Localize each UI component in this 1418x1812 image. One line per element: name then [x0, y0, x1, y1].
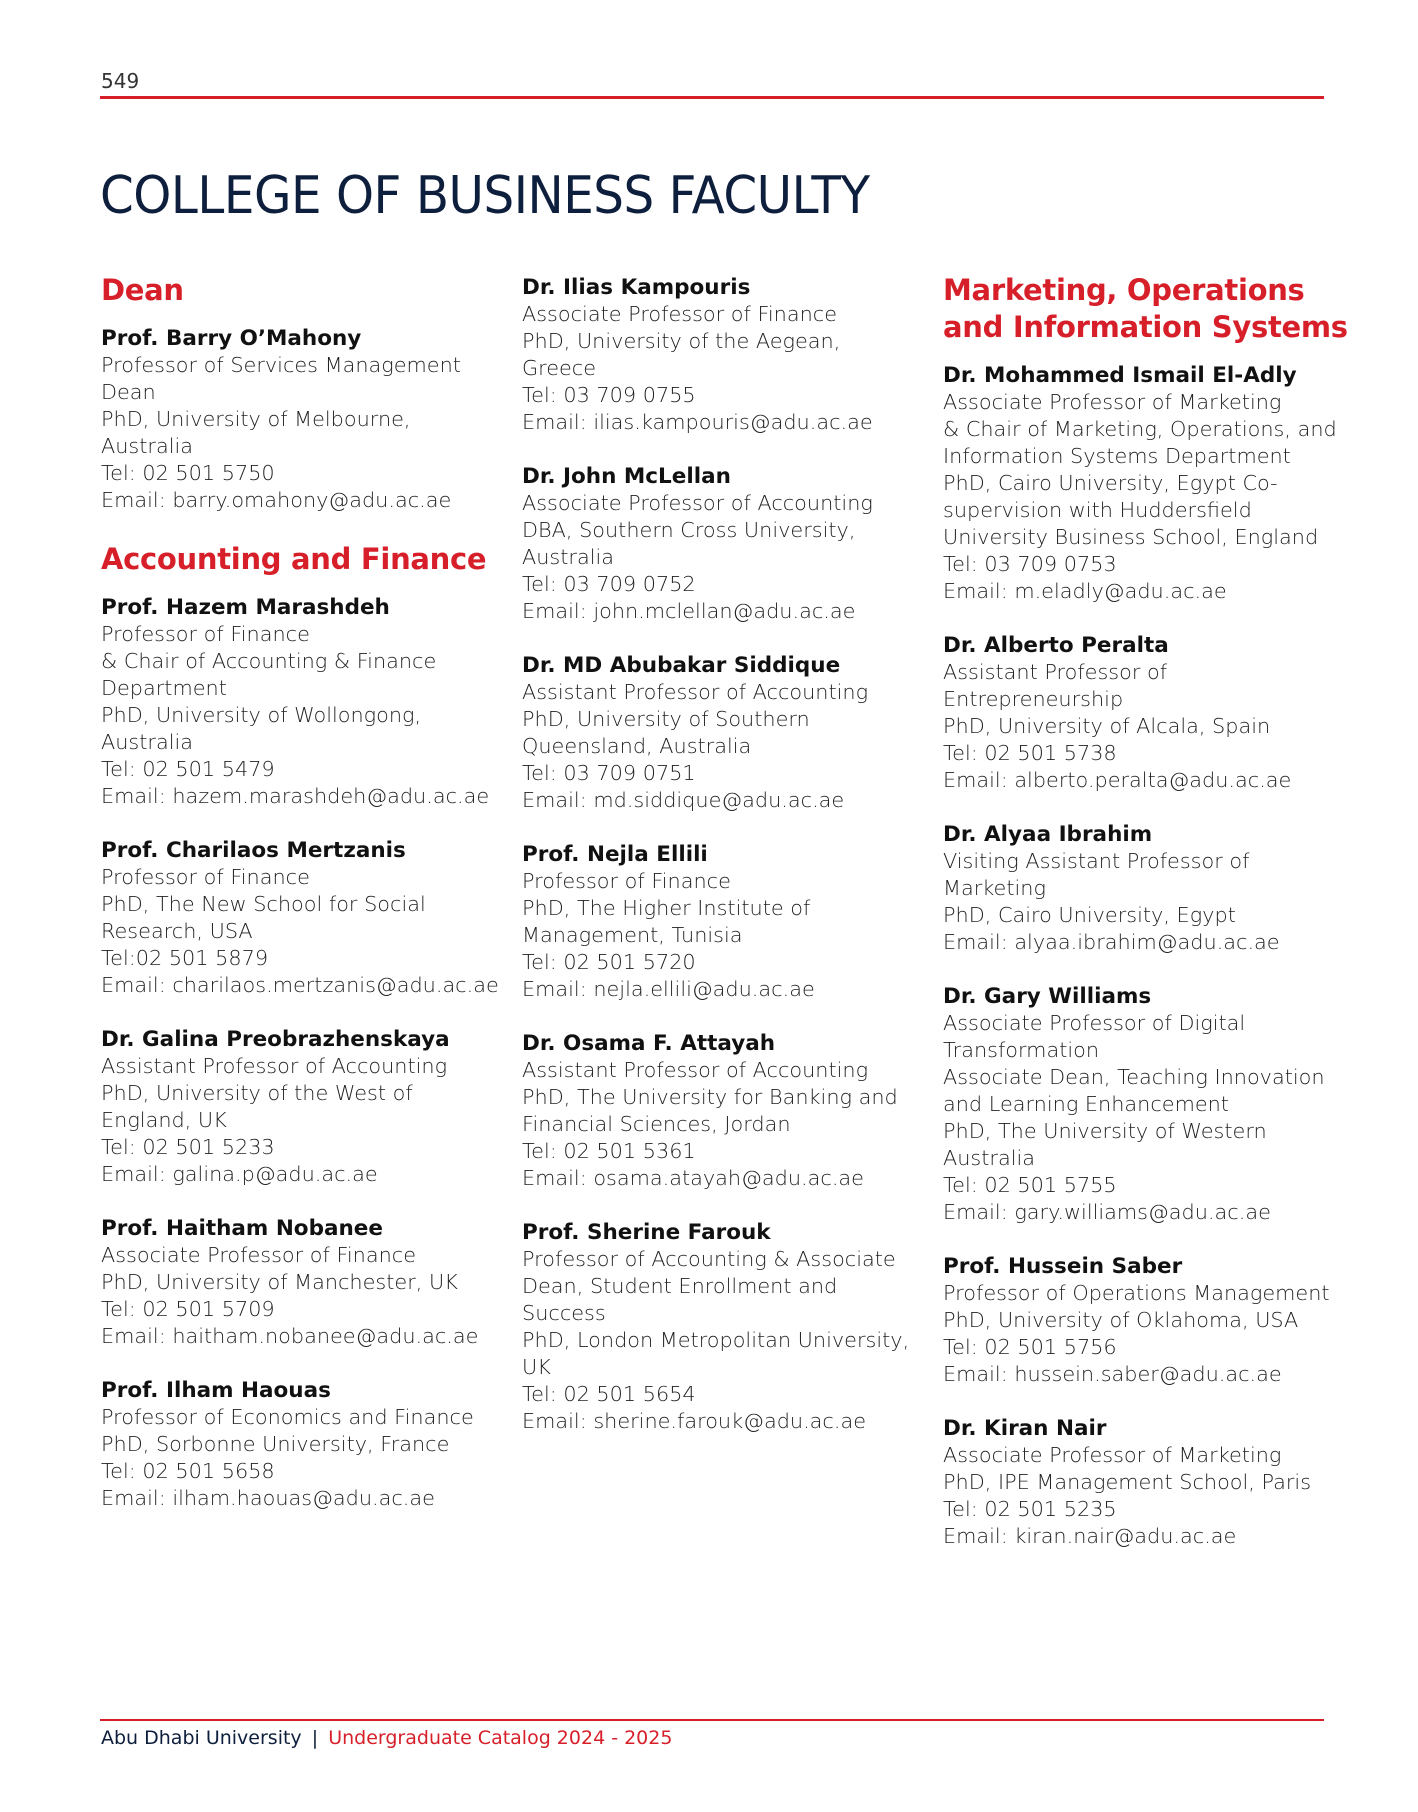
faculty-detail: Queensland, Australia — [522, 734, 752, 758]
faculty-phone: Tel: 02 501 5654 — [522, 1382, 696, 1406]
faculty-phone: Tel: 02 501 5235 — [943, 1497, 1117, 1521]
faculty-phone: Tel: 02 501 5750 — [101, 461, 275, 485]
faculty-phone: Tel: 02 501 5361 — [522, 1139, 696, 1163]
faculty-detail: PhD, Cairo University, Egypt — [943, 903, 1236, 927]
faculty-entry — [522, 463, 927, 625]
faculty-detail: Professor of Accounting & Associate — [522, 1247, 896, 1271]
faculty-entry — [522, 652, 927, 814]
faculty-name: Prof. Hussein Saber — [943, 1254, 1183, 1279]
faculty-detail: Assistant Professor of Accounting — [101, 1054, 448, 1078]
faculty-detail: PhD, The University for Banking and — [522, 1085, 898, 1109]
faculty-detail: Professor of Services Management — [101, 353, 461, 377]
faculty-detail: PhD, University of Oklahoma, USA — [943, 1308, 1299, 1332]
faculty-detail: Financial Sciences, Jordan — [522, 1112, 791, 1136]
faculty-detail: supervision with Huddersfield — [943, 498, 1252, 522]
faculty-detail: & Chair of Marketing, Operations, and — [943, 417, 1337, 441]
section-heading: Accounting and Finance — [101, 542, 487, 576]
faculty-entry — [101, 594, 506, 810]
faculty-email: Email: barry.omahony@adu.ac.ae — [101, 488, 452, 512]
faculty-detail: PhD, The University of Western — [943, 1119, 1267, 1143]
faculty-email: Email: john.mclellan@adu.ac.ae — [522, 599, 856, 623]
faculty-detail: PhD, University of Manchester, UK — [101, 1270, 458, 1294]
faculty-detail: Associate Professor of Finance — [522, 302, 838, 326]
faculty-detail: PhD, University of Alcala, Spain — [943, 714, 1271, 738]
faculty-detail: & Chair of Accounting & Finance — [101, 649, 437, 673]
faculty-detail: Marketing — [943, 876, 1046, 900]
faculty-detail: PhD, Sorbonne University, France — [101, 1432, 450, 1456]
faculty-detail: PhD, The New School for Social — [101, 892, 426, 916]
section-heading: Dean — [101, 273, 184, 307]
faculty-detail: Professor of Operations Management — [943, 1281, 1330, 1305]
faculty-name: Dr. Gary Williams — [943, 984, 1152, 1009]
faculty-phone: Tel: 02 501 5756 — [943, 1335, 1117, 1359]
faculty-detail: Australia — [943, 1146, 1035, 1170]
faculty-column-3 — [943, 272, 1348, 1577]
faculty-detail: PhD, Cairo University, Egypt Co- — [943, 471, 1278, 495]
faculty-detail: Management, Tunisia — [522, 923, 743, 947]
faculty-name: Dr. Kiran Nair — [943, 1416, 1107, 1441]
faculty-detail: Associate Professor of Finance — [101, 1243, 417, 1267]
faculty-detail: PhD, University of the Aegean, — [522, 329, 841, 353]
faculty-detail: Associate Dean, Teaching Innovation — [943, 1065, 1325, 1089]
faculty-name: Prof. Ilham Haouas — [101, 1378, 331, 1403]
faculty-entry — [101, 1026, 506, 1188]
faculty-phone: Tel: 02 501 5738 — [943, 741, 1117, 765]
faculty-email: Email: m.eladly@adu.ac.ae — [943, 579, 1227, 603]
faculty-detail: Assistant Professor of Accounting — [522, 1058, 869, 1082]
faculty-name: Dr. MD Abubakar Siddique — [522, 653, 841, 678]
faculty-detail: Assistant Professor of Accounting — [522, 680, 869, 704]
faculty-detail: Professor of Finance — [101, 865, 310, 889]
faculty-detail: Entrepreneurship — [943, 687, 1124, 711]
faculty-detail: Associate Professor of Marketing — [943, 390, 1282, 414]
faculty-email: Email: sherine.farouk@adu.ac.ae — [522, 1409, 867, 1433]
faculty-name: Dr. Ilias Kampouris — [522, 275, 751, 300]
faculty-email: Email: hazem.marashdeh@adu.ac.ae — [101, 784, 490, 808]
faculty-detail: Professor of Finance — [101, 622, 310, 646]
faculty-entry — [101, 1215, 506, 1350]
faculty-detail: PhD, University of the West of — [101, 1081, 413, 1105]
faculty-detail: DBA, Southern Cross University, — [522, 518, 856, 542]
faculty-detail: University Business School, England — [943, 525, 1319, 549]
faculty-detail: Associate Professor of Marketing — [943, 1443, 1282, 1467]
faculty-entry — [522, 1030, 927, 1192]
faculty-entry — [943, 821, 1348, 956]
faculty-detail: Australia — [522, 545, 614, 569]
faculty-detail: Dean, Student Enrollment and — [522, 1274, 838, 1298]
faculty-detail: Australia — [101, 730, 193, 754]
faculty-phone: Tel: 02 501 5709 — [101, 1297, 275, 1321]
faculty-email: Email: alberto.peralta@adu.ac.ae — [943, 768, 1292, 792]
faculty-detail: Department — [101, 676, 227, 700]
faculty-email: Email: ilham.haouas@adu.ac.ae — [101, 1486, 435, 1510]
faculty-column-1 — [101, 272, 506, 1539]
footer — [101, 1727, 672, 1749]
faculty-email: Email: galina.p@adu.ac.ae — [101, 1162, 378, 1186]
header-divider — [100, 96, 1324, 99]
faculty-detail: Visiting Assistant Professor of — [943, 849, 1250, 873]
faculty-entry — [101, 837, 506, 999]
footer-divider — [100, 1719, 1324, 1721]
footer-separator: | — [311, 1727, 319, 1749]
faculty-name: Prof. Hazem Marashdeh — [101, 595, 390, 620]
faculty-entry — [943, 632, 1348, 794]
faculty-detail: Associate Professor of Digital — [943, 1011, 1246, 1035]
faculty-name: Dr. Osama F. Attayah — [522, 1031, 776, 1056]
faculty-entry — [522, 1219, 927, 1435]
faculty-detail: Professor of Finance — [522, 869, 731, 893]
faculty-email: Email: hussein.saber@adu.ac.ae — [943, 1362, 1282, 1386]
faculty-detail: and Learning Enhancement — [943, 1092, 1229, 1116]
faculty-name: Dr. Galina Preobrazhenskaya — [101, 1027, 450, 1052]
faculty-entry — [943, 983, 1348, 1226]
page-title: COLLEGE OF BUSINESS FACULTY — [100, 166, 870, 226]
faculty-detail: UK — [522, 1355, 551, 1379]
faculty-phone: Tel: 03 709 0751 — [522, 761, 696, 785]
faculty-phone: Tel: 03 709 0753 — [943, 552, 1117, 576]
faculty-phone: Tel:02 501 5879 — [101, 946, 269, 970]
footer-catalog: Undergraduate Catalog 2024 - 2025 — [328, 1727, 673, 1749]
faculty-email: Email: ilias.kampouris@adu.ac.ae — [522, 410, 873, 434]
faculty-detail: Success — [522, 1301, 606, 1325]
faculty-name: Dr. Alyaa Ibrahim — [943, 822, 1153, 847]
faculty-detail: Greece — [522, 356, 597, 380]
faculty-phone: Tel: 02 501 5479 — [101, 757, 275, 781]
faculty-entry — [943, 1253, 1348, 1388]
faculty-email: Email: haitham.nobanee@adu.ac.ae — [101, 1324, 479, 1348]
faculty-email: Email: charilaos.mertzanis@adu.ac.ae — [101, 973, 499, 997]
faculty-detail: England, UK — [101, 1108, 227, 1132]
faculty-phone: Tel: 02 501 5720 — [522, 950, 696, 974]
faculty-detail: Professor of Economics and Finance — [101, 1405, 474, 1429]
faculty-email: Email: md.siddique@adu.ac.ae — [522, 788, 845, 812]
faculty-detail: PhD, University of Southern — [522, 707, 810, 731]
faculty-entry — [522, 274, 927, 436]
faculty-phone: Tel: 02 501 5233 — [101, 1135, 275, 1159]
faculty-detail: PhD, University of Wollongong, — [101, 703, 422, 727]
faculty-entry — [101, 1377, 506, 1512]
faculty-name: Prof. Barry O’Mahony — [101, 326, 362, 351]
faculty-detail: Dean — [101, 380, 156, 404]
faculty-detail: Information Systems Department — [943, 444, 1291, 468]
faculty-detail: Research, USA — [101, 919, 253, 943]
faculty-phone: Tel: 02 501 5755 — [943, 1173, 1117, 1197]
faculty-detail: Transformation — [943, 1038, 1100, 1062]
faculty-email: Email: nejla.ellili@adu.ac.ae — [522, 977, 815, 1001]
footer-university: Abu Dhabi University — [101, 1727, 302, 1749]
faculty-detail: Assistant Professor of — [943, 660, 1168, 684]
faculty-detail: PhD, London Metropolitan University, — [522, 1328, 910, 1352]
faculty-phone: Tel: 02 501 5658 — [101, 1459, 275, 1483]
faculty-name: Dr. John McLellan — [522, 464, 731, 489]
faculty-detail: Australia — [101, 434, 193, 458]
faculty-phone: Tel: 03 709 0752 — [522, 572, 696, 596]
faculty-name: Prof. Sherine Farouk — [522, 1220, 771, 1245]
faculty-name: Prof. Nejla Ellili — [522, 842, 708, 867]
faculty-name: Dr. Alberto Peralta — [943, 633, 1169, 658]
faculty-column-2 — [522, 274, 927, 1462]
faculty-detail: PhD, The Higher Institute of — [522, 896, 811, 920]
section-heading: Marketing, Operations and Information Systems — [943, 273, 1348, 344]
faculty-email: Email: kiran.nair@adu.ac.ae — [943, 1524, 1237, 1548]
faculty-email: Email: alyaa.ibrahim@adu.ac.ae — [943, 930, 1280, 954]
faculty-name: Dr. Mohammed Ismail El-Adly — [943, 363, 1297, 388]
faculty-detail: PhD, IPE Management School, Paris — [943, 1470, 1312, 1494]
faculty-name: Prof. Charilaos Mertzanis — [101, 838, 406, 863]
faculty-phone: Tel: 03 709 0755 — [522, 383, 696, 407]
page-number: 549 — [101, 69, 140, 93]
faculty-entry — [522, 841, 927, 1003]
faculty-detail: PhD, University of Melbourne, — [101, 407, 411, 431]
faculty-entry — [943, 362, 1348, 605]
faculty-entry — [943, 1415, 1348, 1550]
faculty-entry — [101, 325, 506, 514]
faculty-name: Prof. Haitham Nobanee — [101, 1216, 383, 1241]
faculty-email: Email: gary.williams@adu.ac.ae — [943, 1200, 1271, 1224]
faculty-email: Email: osama.atayah@adu.ac.ae — [522, 1166, 864, 1190]
faculty-detail: Associate Professor of Accounting — [522, 491, 873, 515]
